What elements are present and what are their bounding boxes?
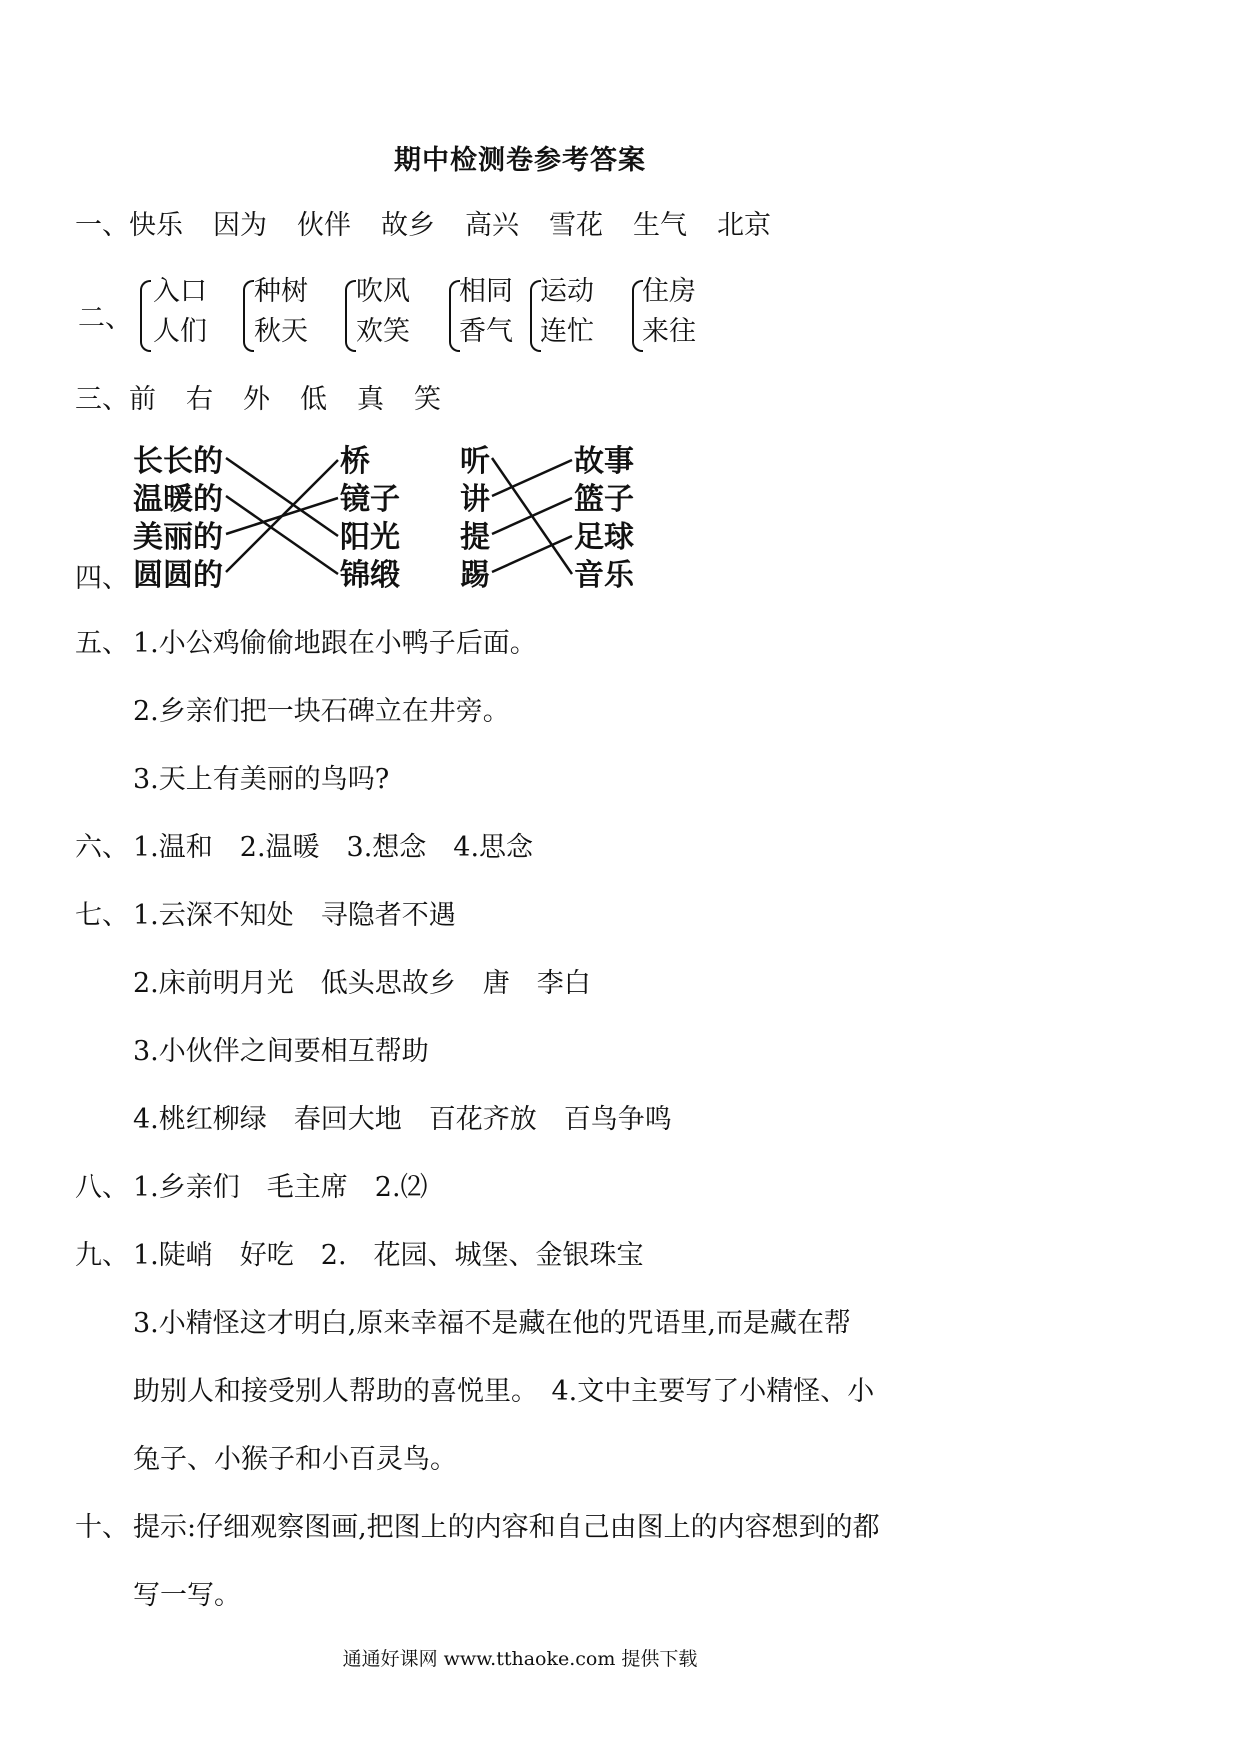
s1-word: 故乡: [381, 210, 435, 241]
s1-word: 伙伴: [297, 210, 351, 241]
s4-left-item: 长长的: [133, 444, 223, 479]
match-line: [226, 458, 338, 536]
s4-right-target: 音乐: [574, 558, 634, 593]
section-7-label: 七、: [75, 900, 129, 931]
s9-line: 3.小精怪这才明白,原来幸福不是藏在他的咒语里,而是藏在帮: [133, 1308, 851, 1339]
s2-word: 吹风: [356, 276, 410, 307]
s5-item: 2.乡亲们把一块石碑立在井旁。: [133, 696, 510, 727]
s4-left-target: 锦缎: [340, 558, 400, 593]
s10-line: 提示:仔细观察图画,把图上的内容和自己由图上的内容想到的都: [133, 1512, 880, 1543]
s3-word: 低: [300, 384, 327, 415]
s2-word: 入口: [153, 276, 207, 307]
s4-right-item: 听: [460, 444, 490, 479]
s7-item: 2.床前明月光 低头思故乡 唐 李白: [133, 968, 591, 999]
s2-word: 运动: [540, 276, 594, 307]
s3-word: 外: [243, 384, 270, 415]
section-3-label: 三、: [75, 384, 129, 415]
s3-word: 真: [357, 384, 384, 415]
s4-right-target: 故事: [574, 444, 634, 479]
s5-item: 3.天上有美丽的鸟吗?: [133, 764, 390, 795]
section-1-label: 一、: [75, 210, 129, 241]
s4-right-item: 讲: [460, 482, 490, 517]
match-line: [492, 536, 572, 572]
s3-word: 前: [129, 384, 156, 415]
s2-word: 相同: [459, 276, 513, 307]
s2-word: 香气: [459, 316, 513, 347]
s3-word: 右: [186, 384, 213, 415]
s4-left-item: 圆圆的: [133, 558, 223, 593]
s9-line: 兔子、小猴子和小百灵鸟。: [133, 1444, 457, 1475]
s4-left-target: 阳光: [340, 520, 400, 555]
s4-left-item: 温暖的: [133, 482, 223, 517]
s2-word: 来往: [642, 316, 696, 347]
s9-line: 助别人和接受别人帮助的喜悦里。 4.文中主要写了小精怪、小: [133, 1376, 875, 1407]
s5-item: 1.小公鸡偷偷地跟在小鸭子后面。: [133, 628, 537, 659]
s6-text: 1.温和 2.温暖 3.想念 4.思念: [133, 832, 534, 863]
section-10-label: 十、: [75, 1512, 129, 1543]
s1-word: 快乐: [129, 210, 183, 241]
match-line: [226, 496, 338, 574]
s4-left-target: 桥: [340, 444, 370, 479]
s2-word: 连忙: [540, 316, 594, 347]
s2-word: 住房: [642, 276, 696, 307]
s4-right-item: 踢: [460, 558, 490, 593]
s7-item: 3.小伙伴之间要相互帮助: [133, 1036, 429, 1067]
s1-word: 北京: [717, 210, 771, 241]
match-line: [492, 460, 572, 496]
s1-word: 因为: [213, 210, 267, 241]
s2-word: 秋天: [254, 316, 308, 347]
section-2-label: 二、: [78, 303, 132, 334]
s1-word: 高兴: [465, 210, 519, 241]
footer-text: 通通好课网 www.tthaoke.com 提供下载: [342, 1648, 698, 1670]
s7-item: 4.桃红柳绿 春回大地 百花齐放 百鸟争鸣: [133, 1104, 672, 1135]
s4-right-target: 足球: [574, 520, 634, 555]
section-8-label: 八、: [75, 1172, 129, 1203]
s4-right-item: 提: [460, 520, 490, 555]
section-4-label: 四、: [75, 563, 129, 594]
s1-word: 生气: [633, 210, 687, 241]
page-title: 期中检测卷参考答案: [394, 145, 646, 176]
s10-line: 写一写。: [133, 1580, 241, 1611]
match-line: [226, 460, 338, 572]
section-5-label: 五、: [75, 628, 129, 659]
section-6-label: 六、: [75, 832, 129, 863]
s4-right-target: 篮子: [574, 482, 634, 517]
s8-text: 1.乡亲们 毛主席 2.⑵: [133, 1172, 428, 1203]
s7-item: 1.云深不知处 寻隐者不遇: [133, 900, 456, 931]
section-9-label: 九、: [75, 1240, 129, 1271]
s9-line: 1.陡峭 好吃 2. 花园、城堡、金银珠宝: [133, 1240, 644, 1271]
s4-left-target: 镜子: [340, 482, 400, 517]
s3-word: 笑: [414, 384, 441, 415]
s1-word: 雪花: [549, 210, 603, 241]
s4-left-item: 美丽的: [133, 520, 223, 555]
s2-word: 欢笑: [356, 316, 410, 347]
s2-word: 种树: [254, 276, 308, 307]
match-line: [492, 498, 572, 534]
s2-word: 人们: [153, 316, 207, 347]
